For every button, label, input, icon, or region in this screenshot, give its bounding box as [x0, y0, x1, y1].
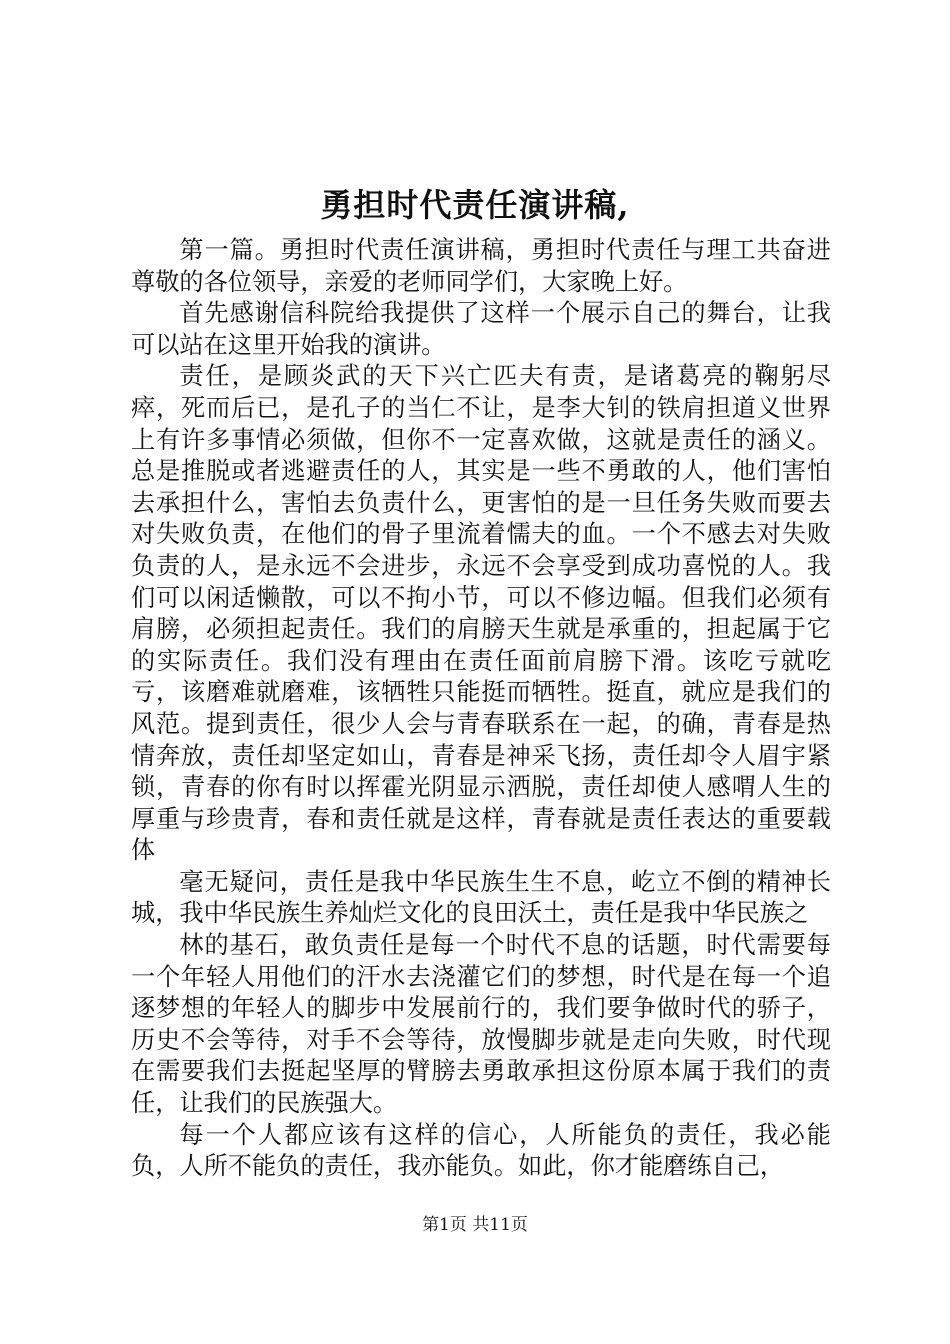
- paragraph: 林的基石，敢负责任是每一个时代不息的话题，时代需要每一个年轻人用他们的汗水去浇灌它们的梦想，时代是在每一个追逐梦想的年轻人的脚步中发展前行的，我们要争做时代的骄子，历史不会等待，对手不会等待，放慢脚步就是走向失败，时代现在需要我们去挺起坚厚的臂膀去勇敢承担这份原本属于我们的责任，让我们的民族强大。: [131, 931, 831, 1118]
- paragraph: 毫无疑问，责任是我中华民族生生不息，屹立不倒的精神长城，我中华民族生养灿烂文化的良田沃土，责任是我中华民族之: [131, 867, 831, 928]
- document-title: 勇担时代责任演讲稿,: [320, 186, 630, 224]
- document-body: [131, 235, 831, 1183]
- paragraph: 责任，是顾炎武的天下兴亡匹夫有责，是诸葛亮的鞠躬尽瘁，死而后已，是孔子的当仁不让，是李大钊的铁肩担道义世界上有许多事情必须做，但你不一定喜欢做，这就是责任的涵义。总是推脱或者逃避责任的人，其实是一些不勇敢的人，他们害怕去承担什么，害怕去负责什么，更害怕的是一旦任务失败而要去对失败负责，在他们的骨子里流着懦夫的血。一个不感去对失败负责的人，是永远不会进步，永远不会享受到成功喜悦的人。我们可以闲适懒散，可以不拘小节，可以不修边幅。但我们必须有肩膀，必须担起责任。我们的肩膀天生就是承重的，担起属于它的实际责任。我们没有理由在责任面前肩膀下滑。该吃亏就吃亏，该磨难就磨难，该牺牲只能挺而牺牲。挺直，就应是我们的风范。提到责任，很少人会与青春联系在一起，的确，青春是热情奔放，责任却坚定如山，青春是神采飞扬，责任却令人眉宇紧锁，青春的你有时以挥霍光阴显示洒脱，责任却使人感喟人生的厚重与珍贵青，春和责任就是这样，青春就是责任表达的重要载体: [131, 362, 831, 865]
- paragraph: 首先感谢信科院给我提供了这样一个展示自己的舞台，让我可以站在这里开始我的演讲。: [131, 299, 831, 359]
- paragraph: 每一个人都应该有这样的信心，人所能负的责任，我必能负，人所不能负的责任，我亦能负。如此，你才能磨练自己，: [131, 1120, 831, 1181]
- page-footer: 第1页 共11页: [422, 1215, 528, 1235]
- paragraph: 第一篇。勇担时代责任演讲稿，勇担时代责任与理工共奋进尊敬的各位领导，亲爱的老师同学们，大家晚上好。: [131, 236, 831, 296]
